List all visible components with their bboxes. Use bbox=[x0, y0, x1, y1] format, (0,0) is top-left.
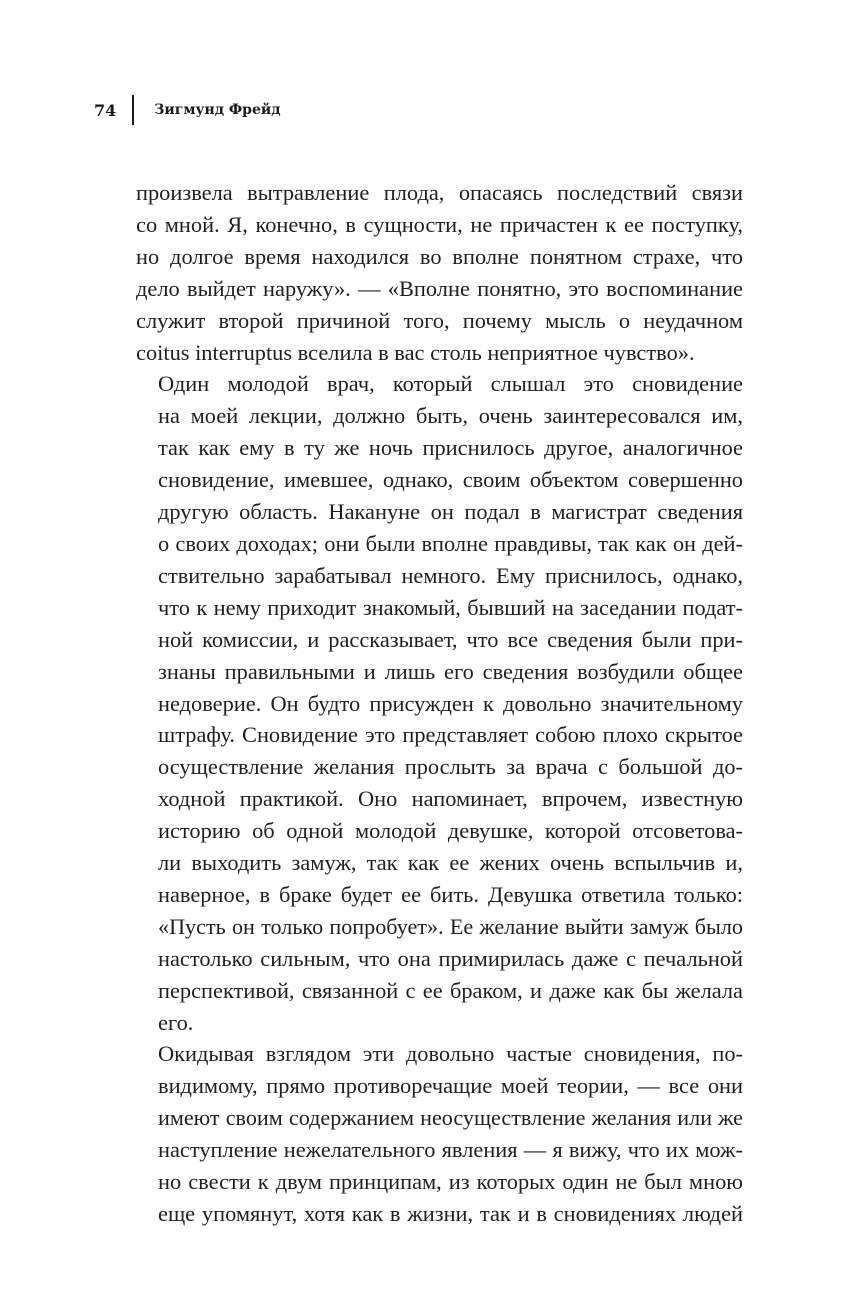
running-head-author: Зигмунд Фрейд bbox=[154, 102, 281, 118]
text-line: наступление нежелательного явления — я вижу, что их мож- bbox=[158, 1137, 743, 1163]
text-line: штрафу. Сновидение это представляет собою плохо скрытое bbox=[158, 722, 743, 748]
text-line: ли выходить замуж, так как ее жених очень вспыльчив и, bbox=[158, 850, 743, 876]
text-line: историю об одной молодой девушке, которой отсоветова- bbox=[158, 818, 743, 844]
text-line: coitus interruptus вселила в вас столь неприятное чувство». bbox=[136, 339, 695, 365]
text-line: осуществление желания прослыть за врача с большой до- bbox=[158, 754, 743, 780]
text-line: настолько сильным, что она примирилась даже с печальной bbox=[158, 945, 743, 971]
header-divider bbox=[132, 95, 134, 125]
text-line: сновидение, имевшее, однако, своим объектом совершенно bbox=[158, 467, 743, 493]
text-line: со мной. Я, конечно, в сущности, не причастен к ее поступку, bbox=[136, 211, 743, 237]
text-line: ходной практикой. Оно напоминает, впрочем, известную bbox=[158, 786, 743, 812]
paragraph-3 bbox=[136, 1038, 743, 1229]
text-line: еще упомянут, хотя как в жизни, так и в сновидениях людей bbox=[158, 1201, 743, 1226]
text-line: его. bbox=[158, 1009, 194, 1035]
text-line: «Пусть он только попробует». Ее желание выйти замуж было bbox=[158, 913, 743, 939]
text-line: о своих доходах; они были вполне правдивы, так как он дей- bbox=[158, 530, 743, 556]
paragraph-1 bbox=[136, 177, 743, 368]
running-header bbox=[94, 94, 281, 126]
text-line: дело выйдет наружу». — «Вполне понятно, это воспоминание bbox=[136, 275, 743, 301]
text-line: но свести к двум принципам, из которых один не был мною bbox=[158, 1169, 743, 1195]
text-line: ной комиссии, и рассказывает, что все сведения были при- bbox=[158, 626, 743, 652]
text-line: Окидывая взглядом эти довольно частые сновидения, по- bbox=[158, 1041, 743, 1067]
text-line: наверное, в браке будет ее бить. Девушка ответила только: bbox=[158, 881, 743, 907]
text-line: ствительно зарабатывал немного. Ему приснилось, однако, bbox=[158, 562, 743, 588]
text-line: что к нему приходит знакомый, бывший на заседании подат- bbox=[158, 594, 743, 620]
text-line: имеют своим содержанием неосуществление желания или же bbox=[158, 1105, 743, 1131]
page-number: 74 bbox=[94, 100, 117, 120]
text-line: на моей лекции, должно быть, очень заинтересовался им, bbox=[158, 403, 743, 429]
text-line: так как ему в ту же ночь приснилось другое, аналогичное bbox=[158, 435, 743, 461]
text-line: видимому, прямо противоречащие моей теории, — все они bbox=[158, 1073, 743, 1099]
body-text bbox=[136, 177, 743, 1230]
text-line: но долгое время находился во вполне понятном страхе, что bbox=[136, 243, 743, 269]
text-line: произвела вытравление плода, опасаясь последствий связи bbox=[136, 180, 743, 205]
text-line: Один молодой врач, который слышал это сновидение bbox=[158, 371, 743, 397]
text-line: перспективой, связанной с ее браком, и даже как бы желала bbox=[158, 977, 743, 1003]
text-line: другую область. Накануне он подал в магистрат сведения bbox=[158, 499, 743, 525]
paragraph-2 bbox=[136, 368, 743, 1038]
text-line: недоверие. Он будто присужден к довольно значительному bbox=[158, 690, 743, 716]
text-line: служит второй причиной того, почему мысль о неудачном bbox=[136, 307, 743, 333]
text-line: знаны правильными и лишь его сведения возбудили общее bbox=[158, 658, 743, 684]
